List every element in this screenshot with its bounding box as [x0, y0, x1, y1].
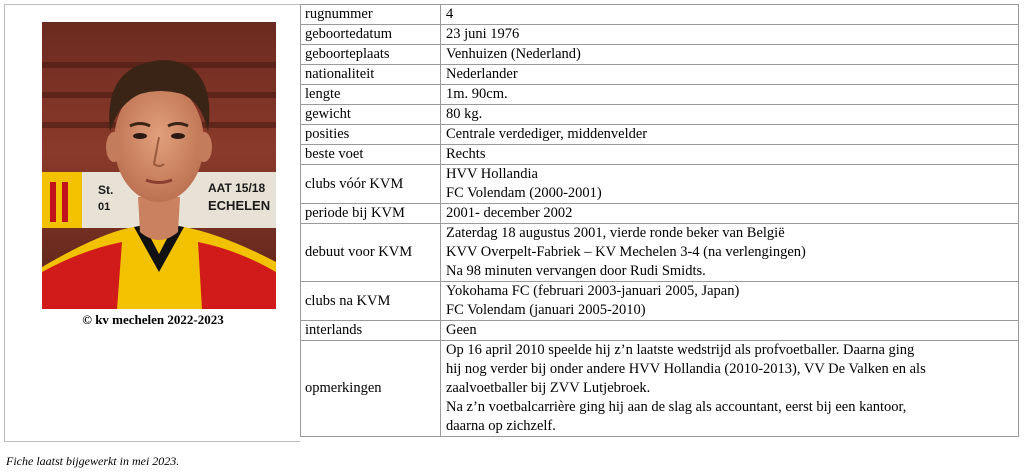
info-value-line: 1m. 90cm.	[446, 86, 508, 102]
info-row	[301, 65, 1019, 85]
info-label: interlands	[301, 321, 441, 341]
info-row	[301, 5, 1019, 25]
info-value	[441, 224, 1019, 282]
info-value-line: 23 juni 1976	[446, 26, 520, 42]
info-value	[441, 105, 1019, 125]
info-value	[441, 165, 1019, 204]
info-value-line: Yokohama FC (februari 2003-januari 2005, Japan)	[446, 283, 740, 299]
info-value-line: Nederlander	[446, 66, 518, 82]
info-label: periode bij KVM	[301, 204, 441, 224]
info-label: geboortedatum	[301, 25, 441, 45]
info-value-line: 4	[446, 6, 454, 22]
info-row	[301, 125, 1019, 145]
info-value	[441, 145, 1019, 165]
info-value-line: FC Volendam (januari 2005-2010)	[446, 302, 646, 318]
player-info-table	[300, 4, 1019, 437]
info-row	[301, 85, 1019, 105]
info-label: geboorteplaats	[301, 45, 441, 65]
photo-caption: © kv mechelen 2022-2023	[82, 312, 224, 327]
info-value-line: FC Volendam (2000-2001)	[446, 185, 602, 201]
info-value	[441, 25, 1019, 45]
info-value-line: Geen	[446, 322, 477, 338]
info-value	[441, 45, 1019, 65]
info-value-line: HVV Hollandia	[446, 166, 538, 182]
info-value-line: 2001- december 2002	[446, 205, 573, 221]
info-label: debuut voor KVM	[301, 224, 441, 282]
info-value-line: Na 98 minuten vervangen door Rudi Smidts.	[446, 263, 706, 279]
info-value-line: hij nog verder bij onder andere HVV Hollandia (2010-2013), VV De Valken en als	[446, 361, 926, 377]
info-row	[301, 341, 1019, 437]
info-value-line: KVV Overpelt-Fabriek – KV Mechelen 3-4 (na verlengingen)	[446, 244, 806, 260]
info-row	[301, 165, 1019, 204]
info-label: lengte	[301, 85, 441, 105]
info-row	[301, 145, 1019, 165]
info-row	[301, 45, 1019, 65]
info-value	[441, 321, 1019, 341]
player-portrait-image	[42, 22, 276, 309]
board-text-2: 01	[98, 201, 111, 213]
info-row	[301, 321, 1019, 341]
info-value-line: Zaterdag 18 augustus 2001, vierde ronde beker van België	[446, 225, 785, 241]
info-label: clubs na KVM	[301, 282, 441, 321]
info-label: rugnummer	[301, 5, 441, 25]
footnote: Fiche laatst bijgewerkt in mei 2023.	[6, 454, 180, 468]
info-label: clubs vóór KVM	[301, 165, 441, 204]
info-label: gewicht	[301, 105, 441, 125]
info-row	[301, 105, 1019, 125]
photo-cell	[4, 4, 300, 442]
info-row	[301, 25, 1019, 45]
info-value	[441, 85, 1019, 105]
player-photo	[42, 22, 276, 309]
info-value-line: Op 16 april 2010 speelde hij z’n laatste wedstrijd als profvoetballer. Daarna ging	[446, 342, 915, 358]
info-value	[441, 341, 1019, 437]
board-text-1: St.	[98, 183, 114, 197]
info-value	[441, 5, 1019, 25]
info-value	[441, 125, 1019, 145]
info-value-line: Rechts	[446, 146, 486, 162]
board-text-4: ECHELEN	[208, 198, 271, 213]
info-value-line: zaalvoetballer bij ZVV Lutjebroek.	[446, 380, 651, 396]
info-row	[301, 224, 1019, 282]
info-value-line: Na z’n voetbalcarrière ging hij aan de slag als accountant, eerst bij een kantoor,	[446, 399, 907, 415]
info-value-line: daarna op zichzelf.	[446, 418, 556, 434]
info-value-line: 80 kg.	[446, 106, 483, 122]
info-value	[441, 204, 1019, 224]
info-label: beste voet	[301, 145, 441, 165]
info-row	[301, 282, 1019, 321]
board-text-3: AAT 15/18	[208, 181, 266, 195]
player-info-body	[301, 5, 1019, 437]
info-value	[441, 65, 1019, 85]
info-value-line: Centrale verdediger, middenvelder	[446, 126, 648, 142]
info-label: posities	[301, 125, 441, 145]
info-label: nationaliteit	[301, 65, 441, 85]
info-value-line: Venhuizen (Nederland)	[446, 46, 581, 62]
info-row	[301, 204, 1019, 224]
info-value	[441, 282, 1019, 321]
info-label: opmerkingen	[301, 341, 441, 437]
